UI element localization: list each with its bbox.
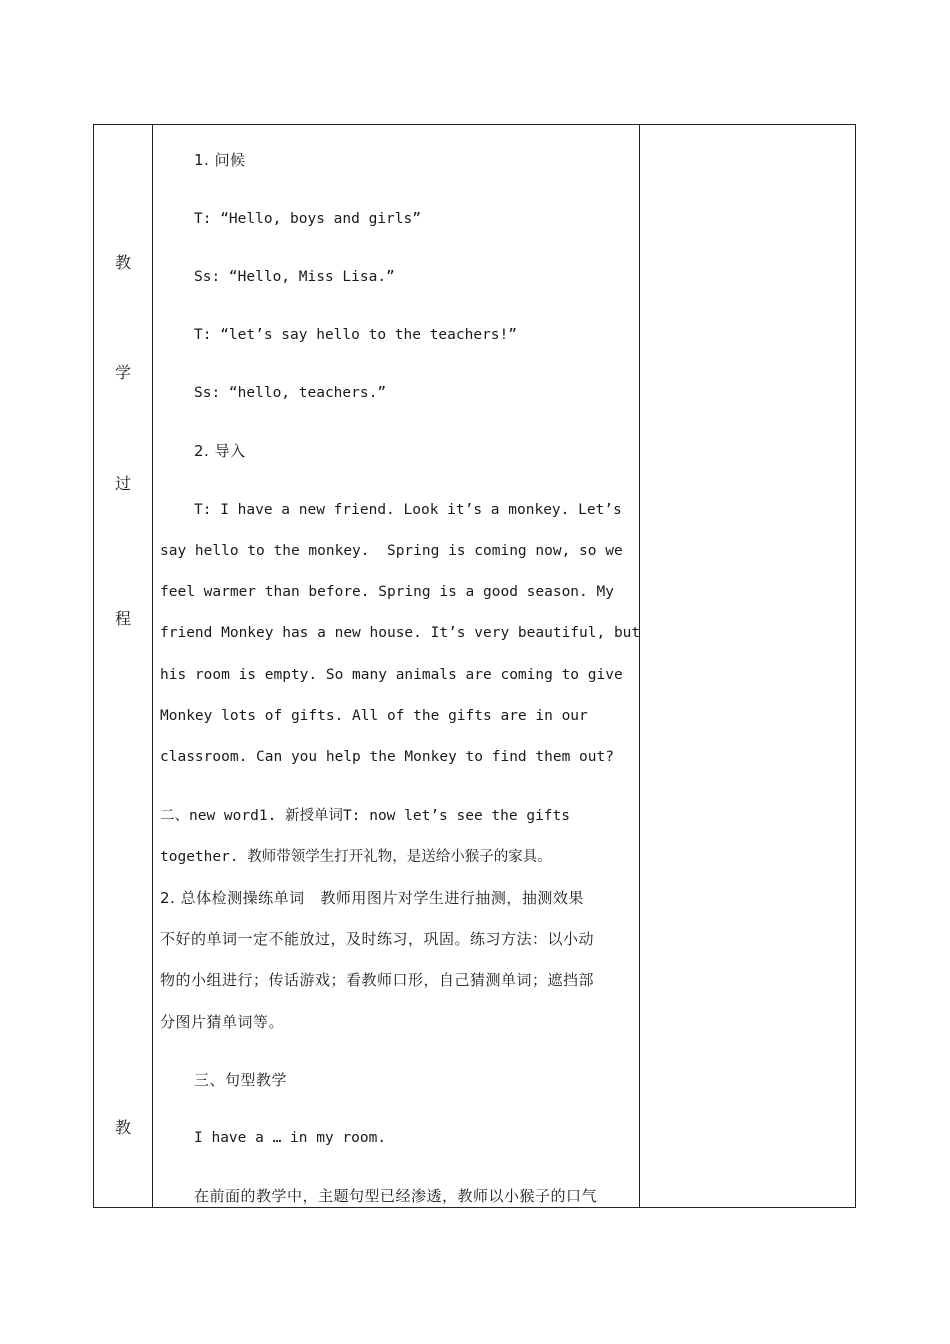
paragraph-line: classroom. Can you help the Monkey to find them out? — [160, 749, 614, 765]
lesson-table — [93, 124, 856, 1208]
paragraph-line: Monkey lots of gifts. All of the gifts are in our — [160, 708, 588, 724]
paragraph-line: feel warmer than before. Spring is a good season. My — [160, 584, 614, 600]
side-label: 教 — [114, 1118, 131, 1137]
paragraph-line: 不好的单词一定不能放过，及时练习，巩固。练习方法：以小动 — [160, 930, 595, 948]
section-heading-sentence: 三、句型教学 — [194, 1071, 288, 1089]
dialogue-line: T: “Hello, boys and girls” — [194, 211, 421, 227]
sentence-pattern: I have a … in my room. — [194, 1130, 387, 1146]
paragraph-line: friend Monkey has a new house. It’s very beautiful, but — [160, 625, 641, 641]
side-label: 程 — [114, 609, 131, 628]
side-label: 教 — [114, 253, 131, 272]
notes-column — [640, 125, 855, 1207]
paragraph-line: 分图片猜单词等。 — [160, 1013, 285, 1031]
dialogue-line: Ss: “Hello, Miss Lisa.” — [194, 269, 395, 285]
column-divider-left — [152, 125, 153, 1207]
dialogue-line: T: “let’s say hello to the teachers!” — [194, 327, 518, 343]
section-heading-intro: 2. 导入 — [194, 442, 246, 460]
paragraph-line: 二、new word1. 新授单词T: now let’s see the gifts — [160, 808, 570, 824]
side-label: 过 — [114, 474, 131, 493]
paragraph-line: 物的小组进行；传话游戏；看教师口形，自己猜测单词；遮挡部 — [160, 971, 595, 989]
paragraph-line: T: I have a new friend. Look it’s a monkey. Let’s — [194, 502, 622, 518]
paragraph-line: say hello to the monkey. Spring is coming now, so we — [160, 543, 623, 559]
side-label: 学 — [114, 363, 131, 382]
paragraph-line: 在前面的教学中，主题句型已经渗透，教师以小猴子的口气 — [194, 1187, 598, 1205]
paragraph-line: his room is empty. So many animals are coming to give — [160, 667, 623, 683]
paragraph-line: 2. 总体检测操练单词 教师用图片对学生进行抽测，抽测效果 — [160, 889, 584, 907]
paragraph-line: together. 教师带领学生打开礼物，是送给小猴子的家具。 — [160, 849, 552, 865]
section-heading-greeting: 1. 问候 — [194, 151, 246, 169]
dialogue-line: Ss: “hello, teachers.” — [194, 385, 387, 401]
